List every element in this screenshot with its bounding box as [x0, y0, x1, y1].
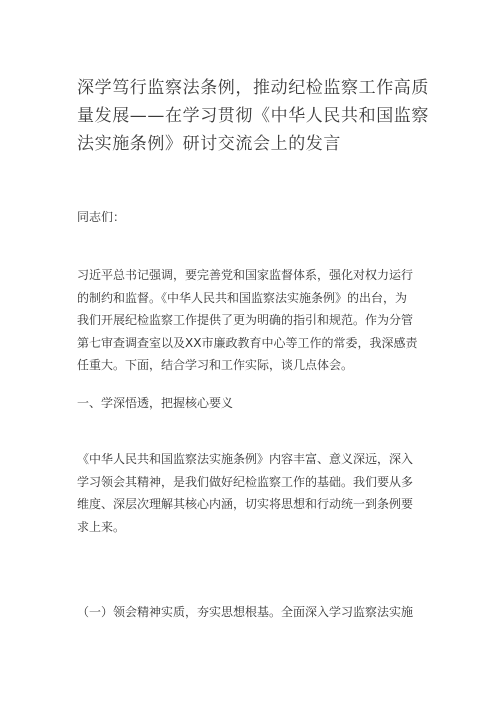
section-1-line-2: 学习领会其精神，是我们做好纪检监察工作的基础。我们要从多	[77, 474, 414, 489]
intro-paragraph	[77, 264, 433, 377]
subsection-1-line-1: （一）领会精神实质，夯实思想根基。全面深入学习监察法实施	[77, 605, 414, 619]
intro-line-1: 习近平总书记强调，要完善党和国家监督体系，强化对权力运行	[77, 268, 414, 282]
section-heading-1	[77, 392, 433, 415]
section-1-line-4: 求上来。	[77, 519, 126, 534]
title-line-1: 深学笃行监察法条例，推动纪检监察工作高质	[77, 78, 429, 98]
section-1-line-3: 维度、深层次理解其核心内涵，切实将思想和行动统一到条例要	[77, 497, 414, 511]
subsection-1-paragraph	[77, 601, 433, 624]
section-heading-1-text: 一、学深悟透，把握核心要义	[77, 396, 234, 410]
document-title	[77, 74, 433, 158]
title-line-3: 法实施条例》研讨交流会上的发言	[77, 134, 341, 154]
intro-line-5: 任重大。下面，结合学习和工作实际，谈几点体会。	[77, 358, 354, 372]
intro-line-2: 的制约和监督。《中华人民共和国监察法实施条例》的出台，为	[77, 290, 408, 305]
greeting-text: 同志们：	[77, 210, 126, 224]
section-1-line-1: 《中华人民共和国监察法实施条例》内容丰富、意义深远，深入	[77, 452, 414, 466]
intro-line-4: 第七审查调查室以及XX市廉政教育中心等工作的常委，我深感责	[77, 335, 418, 350]
intro-line-3: 我们开展纪检监察工作提供了更为明确的指引和规范。作为分管	[77, 313, 414, 327]
greeting	[77, 206, 433, 229]
section-1-paragraph	[77, 448, 433, 538]
title-line-2: 量发展——在学习贯彻《中华人民共和国监察	[77, 106, 429, 126]
